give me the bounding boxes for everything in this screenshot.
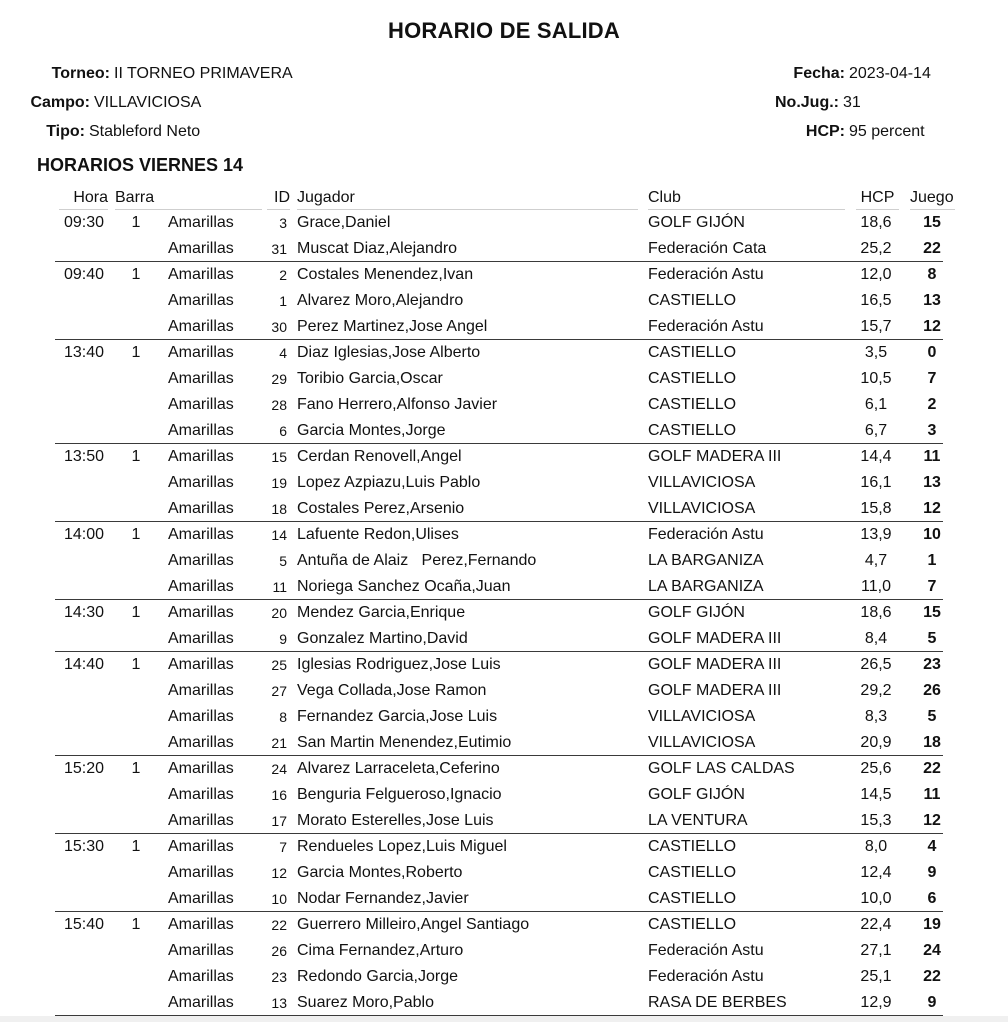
header-hcp: HCP [856, 189, 899, 210]
info-value: 2023-04-14 [849, 65, 931, 82]
table-row [0, 291, 1008, 317]
info-label: Torneo: [51, 65, 110, 82]
cell-juego: 4 [927, 838, 937, 855]
cell-juego: 22 [923, 968, 941, 985]
cell-tee: Amarillas [168, 396, 234, 413]
cell-jugador: Morato Esterelles,Jose Luis [297, 812, 494, 829]
cell-jugador: Grace,Daniel [297, 214, 391, 231]
cell-jugador: Alvarez Larraceleta,Ceferino [297, 760, 500, 777]
cell-hcp: 3,5 [864, 344, 888, 361]
info-value: 95 percent [849, 123, 925, 140]
cell-hcp: 12,0 [860, 266, 892, 283]
info-value: 31 [843, 94, 861, 111]
cell-jugador: Gonzalez Martino,David [297, 630, 468, 647]
cell-club: GOLF LAS CALDAS [648, 760, 795, 777]
cell-id: 24 [271, 761, 287, 777]
cell-tee: Amarillas [168, 474, 234, 491]
cell-club: CASTIELLO [648, 890, 737, 907]
cell-id: 9 [279, 631, 287, 647]
cell-juego: 13 [923, 292, 941, 309]
cell-tee: Amarillas [168, 890, 234, 907]
cell-jugador: Costales Perez,Arsenio [297, 500, 465, 517]
info-fecha [700, 65, 931, 83]
cell-club: CASTIELLO [648, 344, 737, 361]
cell-hora: 13:50 [64, 448, 105, 465]
info-value: Stableford Neto [89, 123, 201, 140]
info-nojug [694, 94, 861, 112]
cell-jugador: Fernandez Garcia,Jose Luis [297, 708, 498, 725]
cell-hcp: 26,5 [860, 656, 892, 673]
cell-id: 22 [271, 917, 287, 933]
cell-hcp: 6,7 [864, 422, 888, 439]
cell-club: Federación Cata [648, 240, 767, 257]
cell-jugador: Vega Collada,Jose Ramon [297, 682, 487, 699]
info-label: Campo: [30, 94, 90, 111]
cell-club: GOLF GIJÓN [648, 604, 745, 621]
cell-id: 27 [271, 683, 287, 699]
cell-jugador: Alvarez Moro,Alejandro [297, 292, 464, 309]
info-tipo [0, 123, 200, 141]
cell-id: 6 [279, 423, 287, 439]
cell-jugador: Iglesias Rodriguez,Jose Luis [297, 656, 501, 673]
cell-hcp: 27,1 [860, 942, 892, 959]
cell-tee: Amarillas [168, 292, 234, 309]
info-value: VILLAVICIOSA [94, 94, 202, 111]
cell-id: 18 [271, 501, 287, 517]
table-row [0, 551, 1008, 577]
table-row [0, 369, 1008, 395]
cell-id: 7 [279, 839, 287, 855]
header-jugador: Jugador [297, 189, 638, 210]
cell-jugador: Guerrero Milleiro,Angel Santiago [297, 916, 530, 933]
cell-tee: Amarillas [168, 552, 234, 569]
cell-tee: Amarillas [168, 682, 234, 699]
cell-club: CASTIELLO [648, 422, 737, 439]
cell-club: GOLF MADERA III [648, 682, 782, 699]
cell-juego: 0 [927, 344, 937, 361]
cell-club: Federación Astu [648, 968, 764, 985]
cell-barra: 1 [131, 838, 141, 855]
info-value: II TORNEO PRIMAVERA [114, 65, 293, 82]
cell-club: Federación Astu [648, 318, 764, 335]
cell-juego: 11 [923, 448, 941, 465]
table-row [0, 759, 1008, 785]
cell-juego: 7 [927, 578, 937, 595]
table-row [0, 525, 1008, 551]
group-separator [55, 599, 943, 600]
cell-hora: 09:30 [64, 214, 105, 231]
header-juego: Juego [910, 189, 955, 210]
cell-hcp: 12,9 [860, 994, 892, 1011]
cell-hcp: 8,3 [864, 708, 888, 725]
cell-id: 31 [271, 241, 287, 257]
header-id: ID [267, 189, 290, 210]
info-torneo [22, 65, 293, 83]
cell-jugador: Fano Herrero,Alfonso Javier [297, 396, 498, 413]
cell-id: 1 [279, 293, 287, 309]
cell-club: CASTIELLO [648, 864, 737, 881]
cell-juego: 13 [923, 474, 941, 491]
cell-tee: Amarillas [168, 786, 234, 803]
cell-jugador: Garcia Montes,Roberto [297, 864, 463, 881]
cell-juego: 12 [923, 812, 941, 829]
cell-jugador: Benguria Felgueroso,Ignacio [297, 786, 502, 803]
table-row [0, 915, 1008, 941]
cell-tee: Amarillas [168, 214, 234, 231]
cell-juego: 18 [923, 734, 941, 751]
cell-barra: 1 [131, 916, 141, 933]
cell-id: 25 [271, 657, 287, 673]
header-hora: Hora [59, 189, 108, 210]
cell-tee: Amarillas [168, 864, 234, 881]
cell-barra: 1 [131, 604, 141, 621]
table-row [0, 473, 1008, 499]
cell-hcp: 8,0 [864, 838, 888, 855]
cell-tee: Amarillas [168, 994, 234, 1011]
cell-club: CASTIELLO [648, 916, 737, 933]
cell-hcp: 16,5 [860, 292, 892, 309]
table-row [0, 941, 1008, 967]
cell-jugador: Rendueles Lopez,Luis Miguel [297, 838, 507, 855]
cell-juego: 3 [927, 422, 937, 439]
table-row [0, 603, 1008, 629]
cell-id: 3 [279, 215, 287, 231]
cell-club: CASTIELLO [648, 292, 737, 309]
info-label: Tipo: [46, 123, 85, 140]
cell-juego: 23 [923, 656, 941, 673]
cell-hcp: 25,2 [860, 240, 892, 257]
cell-hora: 15:40 [64, 916, 105, 933]
cell-hcp: 15,7 [860, 318, 892, 335]
cell-id: 29 [271, 371, 287, 387]
cell-id: 17 [271, 813, 287, 829]
cell-juego: 2 [927, 396, 937, 413]
cell-tee: Amarillas [168, 812, 234, 829]
cell-club: VILLAVICIOSA [648, 734, 756, 751]
cell-hcp: 10,0 [860, 890, 892, 907]
cell-barra: 1 [131, 526, 141, 543]
cell-jugador: Costales Menendez,Ivan [297, 266, 474, 283]
group-separator [55, 755, 943, 756]
header-barra: Barra [115, 189, 262, 210]
cell-id: 5 [279, 553, 287, 569]
cell-hcp: 18,6 [860, 604, 892, 621]
cell-juego: 6 [927, 890, 937, 907]
info-label: Fecha: [793, 65, 845, 82]
cell-tee: Amarillas [168, 422, 234, 439]
cell-jugador: Antuña de Alaiz Perez,Fernando [297, 552, 537, 569]
cell-hcp: 25,6 [860, 760, 892, 777]
table-row [0, 395, 1008, 421]
cell-barra: 1 [131, 760, 141, 777]
cell-hcp: 18,6 [860, 214, 892, 231]
cell-tee: Amarillas [168, 656, 234, 673]
table-row [0, 863, 1008, 889]
cell-id: 8 [279, 709, 287, 725]
cell-hora: 14:00 [64, 526, 105, 543]
cell-tee: Amarillas [168, 318, 234, 335]
cell-id: 2 [279, 267, 287, 283]
table-row [0, 967, 1008, 993]
cell-id: 19 [271, 475, 287, 491]
cell-jugador: Suarez Moro,Pablo [297, 994, 434, 1011]
cell-id: 11 [272, 579, 287, 595]
cell-jugador: Toribio Garcia,Oscar [297, 370, 443, 387]
header-club: Club [648, 189, 845, 210]
cell-jugador: Nodar Fernandez,Javier [297, 890, 469, 907]
cell-tee: Amarillas [168, 968, 234, 985]
cell-hcp: 13,9 [860, 526, 892, 543]
cell-club: VILLAVICIOSA [648, 474, 756, 491]
cell-juego: 8 [927, 266, 937, 283]
cell-hcp: 4,7 [864, 552, 888, 569]
cell-juego: 10 [923, 526, 941, 543]
group-separator [55, 911, 943, 912]
cell-hora: 14:40 [64, 656, 105, 673]
cell-id: 14 [271, 527, 287, 543]
cell-tee: Amarillas [168, 240, 234, 257]
cell-barra: 1 [131, 344, 141, 361]
cell-hora: 13:40 [64, 344, 105, 361]
cell-club: LA BARGANIZA [648, 578, 764, 595]
cell-id: 20 [271, 605, 287, 621]
cell-hora: 14:30 [64, 604, 105, 621]
cell-jugador: Perez Martinez,Jose Angel [297, 318, 488, 335]
table-row [0, 837, 1008, 863]
cell-tee: Amarillas [168, 370, 234, 387]
cell-juego: 15 [923, 214, 941, 231]
cell-hcp: 14,5 [860, 786, 892, 803]
cell-jugador: Diaz Iglesias,Jose Alberto [297, 344, 481, 361]
cell-jugador: Cerdan Renovell,Angel [297, 448, 462, 465]
cell-club: GOLF MADERA III [648, 448, 782, 465]
cell-hcp: 20,9 [860, 734, 892, 751]
table-row [0, 655, 1008, 681]
cell-id: 13 [271, 995, 287, 1011]
cell-juego: 5 [927, 708, 937, 725]
cell-juego: 11 [923, 786, 941, 803]
cell-club: VILLAVICIOSA [648, 500, 756, 517]
cell-juego: 9 [927, 994, 937, 1011]
cell-jugador: Redondo Garcia,Jorge [297, 968, 458, 985]
cell-id: 10 [271, 891, 287, 907]
cell-tee: Amarillas [168, 344, 234, 361]
cell-hcp: 25,1 [860, 968, 892, 985]
cell-juego: 12 [923, 500, 941, 517]
cell-hcp: 8,4 [864, 630, 888, 647]
cell-juego: 5 [927, 630, 937, 647]
cell-tee: Amarillas [168, 708, 234, 725]
cell-juego: 15 [923, 604, 941, 621]
group-separator [55, 261, 943, 262]
cell-hora: 15:20 [64, 760, 105, 777]
cell-hcp: 6,1 [864, 396, 888, 413]
cell-hcp: 11,0 [861, 578, 891, 595]
cell-id: 12 [271, 865, 287, 881]
info-hcp [700, 123, 925, 141]
cell-hora: 09:40 [64, 266, 105, 283]
cell-club: RASA DE BERBES [648, 994, 787, 1011]
cell-tee: Amarillas [168, 500, 234, 517]
cell-jugador: Garcia Montes,Jorge [297, 422, 446, 439]
cell-id: 23 [271, 969, 287, 985]
cell-juego: 19 [923, 916, 941, 933]
cell-hcp: 22,4 [860, 916, 892, 933]
cell-tee: Amarillas [168, 266, 234, 283]
cell-tee: Amarillas [168, 578, 234, 595]
table-row [0, 785, 1008, 811]
info-label: HCP: [805, 123, 845, 140]
cell-club: Federación Astu [648, 942, 764, 959]
cell-club: CASTIELLO [648, 838, 737, 855]
cell-club: GOLF MADERA III [648, 656, 782, 673]
cell-club: CASTIELLO [648, 396, 737, 413]
cell-jugador: Lopez Azpiazu,Luis Pablo [297, 474, 481, 491]
cell-tee: Amarillas [168, 734, 234, 751]
table-row [0, 707, 1008, 733]
cell-juego: 9 [927, 864, 937, 881]
cell-club: GOLF GIJÓN [648, 214, 745, 231]
cell-tee: Amarillas [168, 448, 234, 465]
cell-hcp: 10,5 [860, 370, 892, 387]
info-campo [2, 94, 201, 112]
table-row [0, 447, 1008, 473]
cell-id: 26 [271, 943, 287, 959]
cell-tee: Amarillas [168, 526, 234, 543]
cell-tee: Amarillas [168, 630, 234, 647]
group-separator [55, 521, 943, 522]
cell-hcp: 15,3 [860, 812, 892, 829]
cell-id: 16 [271, 787, 287, 803]
section-heading: HORARIOS VIERNES 14 [37, 155, 244, 175]
group-separator [55, 339, 943, 340]
cell-jugador: Lafuente Redon,Ulises [297, 526, 459, 543]
cell-jugador: Noriega Sanchez Ocaña,Juan [297, 578, 511, 595]
cell-club: LA VENTURA [648, 812, 748, 829]
cell-tee: Amarillas [168, 838, 234, 855]
table-row [0, 213, 1008, 239]
cell-hcp: 16,1 [860, 474, 892, 491]
cell-tee: Amarillas [168, 942, 234, 959]
group-separator [55, 833, 943, 834]
cell-hcp: 12,4 [860, 864, 892, 881]
cell-club: GOLF MADERA III [648, 630, 782, 647]
cell-club: GOLF GIJÓN [648, 786, 745, 803]
cell-tee: Amarillas [168, 604, 234, 621]
cell-barra: 1 [131, 214, 141, 231]
table-row [0, 681, 1008, 707]
info-label: No.Jug.: [775, 94, 839, 111]
cell-barra: 1 [131, 448, 141, 465]
cell-juego: 22 [923, 240, 941, 257]
cell-tee: Amarillas [168, 916, 234, 933]
group-separator [55, 443, 943, 444]
cell-barra: 1 [131, 656, 141, 673]
cell-club: Federación Astu [648, 526, 764, 543]
cell-club: LA BARGANIZA [648, 552, 764, 569]
cell-hcp: 15,8 [860, 500, 892, 517]
table-row [0, 265, 1008, 291]
cell-juego: 26 [923, 682, 941, 699]
cell-id: 30 [271, 319, 287, 335]
cell-hcp: 14,4 [860, 448, 892, 465]
page-edge [0, 1016, 1008, 1022]
cell-juego: 7 [927, 370, 937, 387]
group-separator [55, 651, 943, 652]
cell-id: 4 [279, 345, 287, 361]
cell-tee: Amarillas [168, 760, 234, 777]
cell-id: 21 [271, 735, 287, 751]
cell-hora: 15:30 [64, 838, 105, 855]
cell-juego: 12 [923, 318, 941, 335]
cell-juego: 24 [923, 942, 941, 959]
cell-barra: 1 [131, 266, 141, 283]
cell-id: 28 [271, 397, 287, 413]
cell-jugador: Cima Fernandez,Arturo [297, 942, 464, 959]
cell-club: VILLAVICIOSA [648, 708, 756, 725]
table-row [0, 343, 1008, 369]
cell-juego: 22 [923, 760, 941, 777]
page-title: HORARIO DE SALIDA [388, 18, 620, 43]
cell-club: CASTIELLO [648, 370, 737, 387]
cell-jugador: Mendez Garcia,Enrique [297, 604, 466, 621]
cell-jugador: Muscat Diaz,Alejandro [297, 240, 458, 257]
cell-jugador: San Martin Menendez,Eutimio [297, 734, 512, 751]
cell-club: Federación Astu [648, 266, 764, 283]
cell-hcp: 29,2 [860, 682, 892, 699]
cell-id: 15 [271, 449, 287, 465]
cell-juego: 1 [927, 552, 937, 569]
